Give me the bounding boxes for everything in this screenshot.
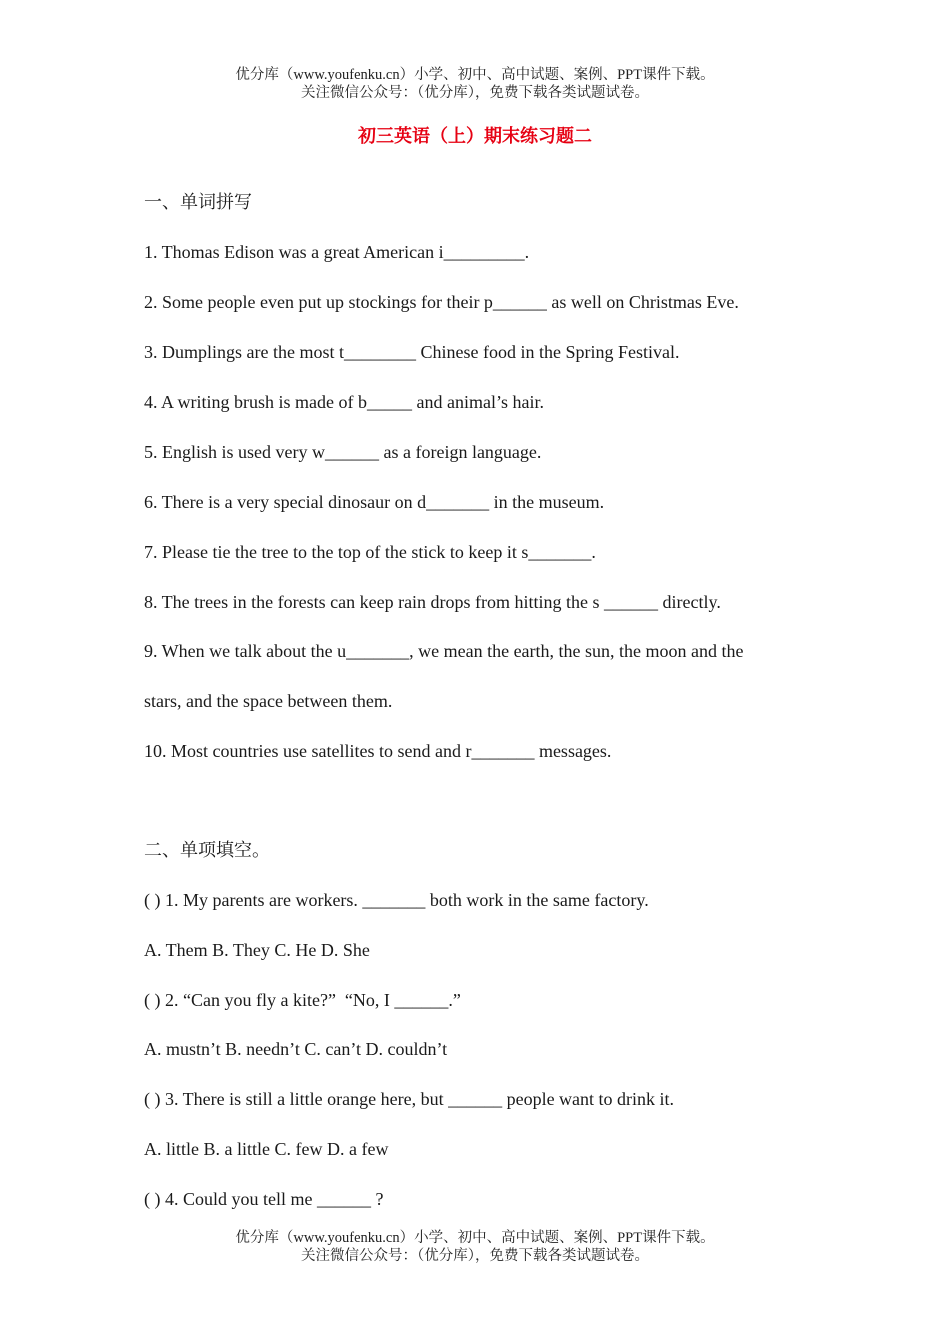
header-line-1: 优分库（www.youfenku.cn）小学、初中、高中试题、案例、PPT课件下载。 <box>235 67 715 83</box>
question-8: 8. The trees in the forests can keep rain drops from hitting the s ______ directly. <box>144 592 721 612</box>
question-9-continued: stars, and the space between them. <box>144 691 393 711</box>
question-2: 2. Some people even put up stockings for their p______ as well on Christmas Eve. <box>144 292 739 312</box>
mc-question-2: ( ) 2. “Can you fly a kite?” “No, I ______.” <box>144 990 461 1010</box>
mc-question-1: ( ) 1. My parents are workers. _______ both work in the same factory. <box>144 890 649 910</box>
question-3: 3. Dumplings are the most t________ Chinese food in the Spring Festival. <box>144 342 680 362</box>
header-line-2: 关注微信公众号：（优分库），免费下载各类试题试卷。 <box>301 85 649 101</box>
mc-options-3: A. little B. a little C. few D. a few <box>144 1139 389 1159</box>
question-4: 4. A writing brush is made of b_____ and animal’s hair. <box>144 392 544 412</box>
mc-options-2: A. mustn’t B. needn’t C. can’t D. couldn’t <box>144 1039 448 1059</box>
question-9: 9. When we talk about the u_______, we mean the earth, the sun, the moon and the <box>144 641 744 661</box>
question-10: 10. Most countries use satellites to send and r_______ messages. <box>144 741 612 761</box>
mc-question-3: ( ) 3. There is still a little orange here, but ______ people want to drink it. <box>144 1089 675 1109</box>
section-2-heading: 二、单项填空。 <box>144 840 270 860</box>
mc-options-1: A. Them B. They C. He D. She <box>144 940 370 960</box>
page-footer <box>0 1229 950 1265</box>
section-1-heading: 一、单词拼写 <box>144 192 252 212</box>
page-title: 初三英语（上）期末练习题二 <box>358 126 592 146</box>
footer-line-2: 关注微信公众号：（优分库），免费下载各类试题试卷。 <box>301 1248 649 1264</box>
mc-question-4: ( ) 4. Could you tell me ______ ? <box>144 1189 384 1209</box>
footer-line-1: 优分库（www.youfenku.cn）小学、初中、高中试题、案例、PPT课件下载。 <box>235 1230 715 1246</box>
page-header <box>0 66 950 102</box>
question-1: 1. Thomas Edison was a great American i_________. <box>144 242 530 262</box>
question-6: 6. There is a very special dinosaur on d_______ in the museum. <box>144 492 605 512</box>
question-7: 7. Please tie the tree to the top of the stick to keep it s_______. <box>144 542 596 562</box>
question-5: 5. English is used very w______ as a foreign language. <box>144 442 542 462</box>
